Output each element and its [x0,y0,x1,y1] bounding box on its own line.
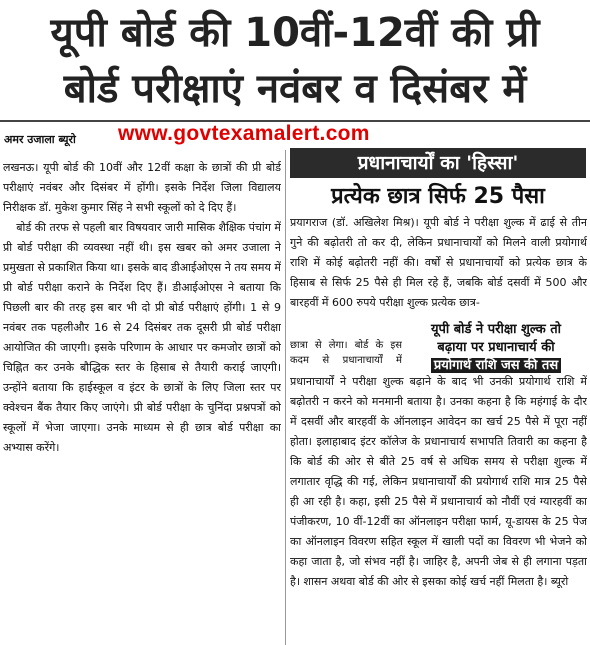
side-story-body-top [290,213,587,338]
byline: अमर उजाला ब्यूरो [4,133,76,146]
side-story-body-mid [290,338,402,368]
headline-line-1: यूपी बोर्ड की 10वीं-12वीं की प्री [50,10,540,56]
callout-line-3: प्रयोगार्थ राशि जस की तस [431,358,561,373]
side-story-heading: प्रधानाचार्यों का 'हिस्सा' [290,148,586,178]
callout-line-1: यूपी बोर्ड ने परीक्षा शुल्क तो [430,322,562,337]
main-story-body [3,158,281,644]
side-story-subheading: प्रत्येक छात्र सिर्फ 25 पैसा [331,184,545,209]
side-story-body-bottom [290,372,587,644]
side-story-para-mid: छात्रा से लेगा। बोर्ड के इस कदम से प्रधानाचार्यों में [290,340,402,366]
side-story-para-bottom: प्रधानाचार्यों ने परीक्षा शुल्क बढ़ाने के बाद भी उनकी प्रयोगार्थ राशि में बढ़ोतरी न करने को मनमानी बताया है। उनका कहना है कि महंगाई के दौर में दसवीं और बारहवीं के ऑनलाइन आवेदन का खर्च 25 पैसे में पूरा नहीं होता। इलाहाबाद इंटर कॉलेज के प्रधानाचार्य सभापति तिवारी का कहना है कि बोर्ड की ओर से बीते 25 वर्ष से अधिक समय से परीक्षा शुल्क में लगातार वृद्धि की गई, लेकिन प्रधानाचार्यों की प्रयोगार्थ राशि मात्र 25 पैसे ही आ रही है। कहा, इसी 25 पैसे में प्रधानाचार्य को नौवीं एवं ग्यारहवीं का पंजीकरण, 10 वीं-12वीं का ऑनलाइन परीक्षा फार्म, यू-डायस के 25 पेज का ऑनलाइन विवरण सहित स्कूल में खाली पदों का विवरण भी भेजने को कहा जाता है, जो संभव नहीं है। जाहिर है, अपनी जेब से ही लगाना पड़ता है। शासन अथवा बोर्ड की ओर से इसका कोई खर्च नहीं मिलता है। ब्यूरो [290,375,587,588]
main-story-para-1: लखनऊ। यूपी बोर्ड की 10वीं और 12वीं कक्षा के छात्रों की प्री बोर्ड परीक्षाएं नवंबर और दिसंबर में होंगी। इसके निर्देश जिला विद्यालय निरीक्षक डॉ. मुकेश कुमार सिंह ने सभी स्कूलों को दे दिए हैं। [3,161,281,214]
headline-line-2: बोर्ड परीक्षाएं नवंबर व दिसंबर में [63,66,527,112]
callout-line-2: बढ़ाया पर प्रधानाचार्य की [437,340,555,355]
side-story-para-top: प्रयागराज (डॉ. अखिलेश मिश्र)। यूपी बोर्ड ने परीक्षा शुल्क में ढाई से तीन गुने की बढ़ोतरी तो कर दी, लेकिन प्रधानाचार्यों को मिलने वाली प्रयोगार्थ राशि में कोई बढ़ोतरी नहीं की। वर्षों से प्रधानाचार्यों को प्रत्येक छात्र के हिसाब से सिर्फ 25 पैसे ही मिल रहे हैं, जबकि बोर्ड दसवीं में 500 और बारहवीं में 600 रुपये परीक्षा शुल्क प्रत्येक छात्र- [290,216,587,309]
side-story-callout [403,321,589,377]
column-divider [285,150,286,645]
main-story-para-2: बोर्ड की तरफ से पहली बार विषयवार जारी मासिक शैक्षिक पंचांग में प्री बोर्ड परीक्षा की व्यवस्था नहीं थी। इस खबर को अमर उजाला ने प्रमुखता से प्रकाशित किया था। इसके बाद डीआईओएस ने तय समय में प्री बोर्ड परीक्षा कराने के निर्देश दिए हैं। डीआईओएस ने बताया कि पिछली बार की तरह इस बार भी दो प्री बोर्ड परीक्षाएं होंगी। 1 से 9 नवंबर तक पहलीऔर 16 से 24 दिसंबर तक दूसरी प्री बोर्ड परीक्षा आयोजित की जाएगी। इसके परिणाम के आधार पर कमजोर छात्रों को चिह्नित कर उनके बौद्धिक स्तर के हिसाब से तैयारी कराई जाएगी। उन्होंने बताया कि हाईस्कूल व इंटर के छात्रों के लिए जिला स्तर पर क्वेश्चन बैंक तैयार किए जाएंगे। प्री बोर्ड परीक्षा के चुनिंदा प्रश्नपत्रों को स्कूलों में भेजा जाएगा। उनके माध्यम से ही छात्र बोर्ड परीक्षा का अभ्यास करेंगे। [3,221,281,454]
watermark: www.govtexamalert.com [118,122,370,145]
